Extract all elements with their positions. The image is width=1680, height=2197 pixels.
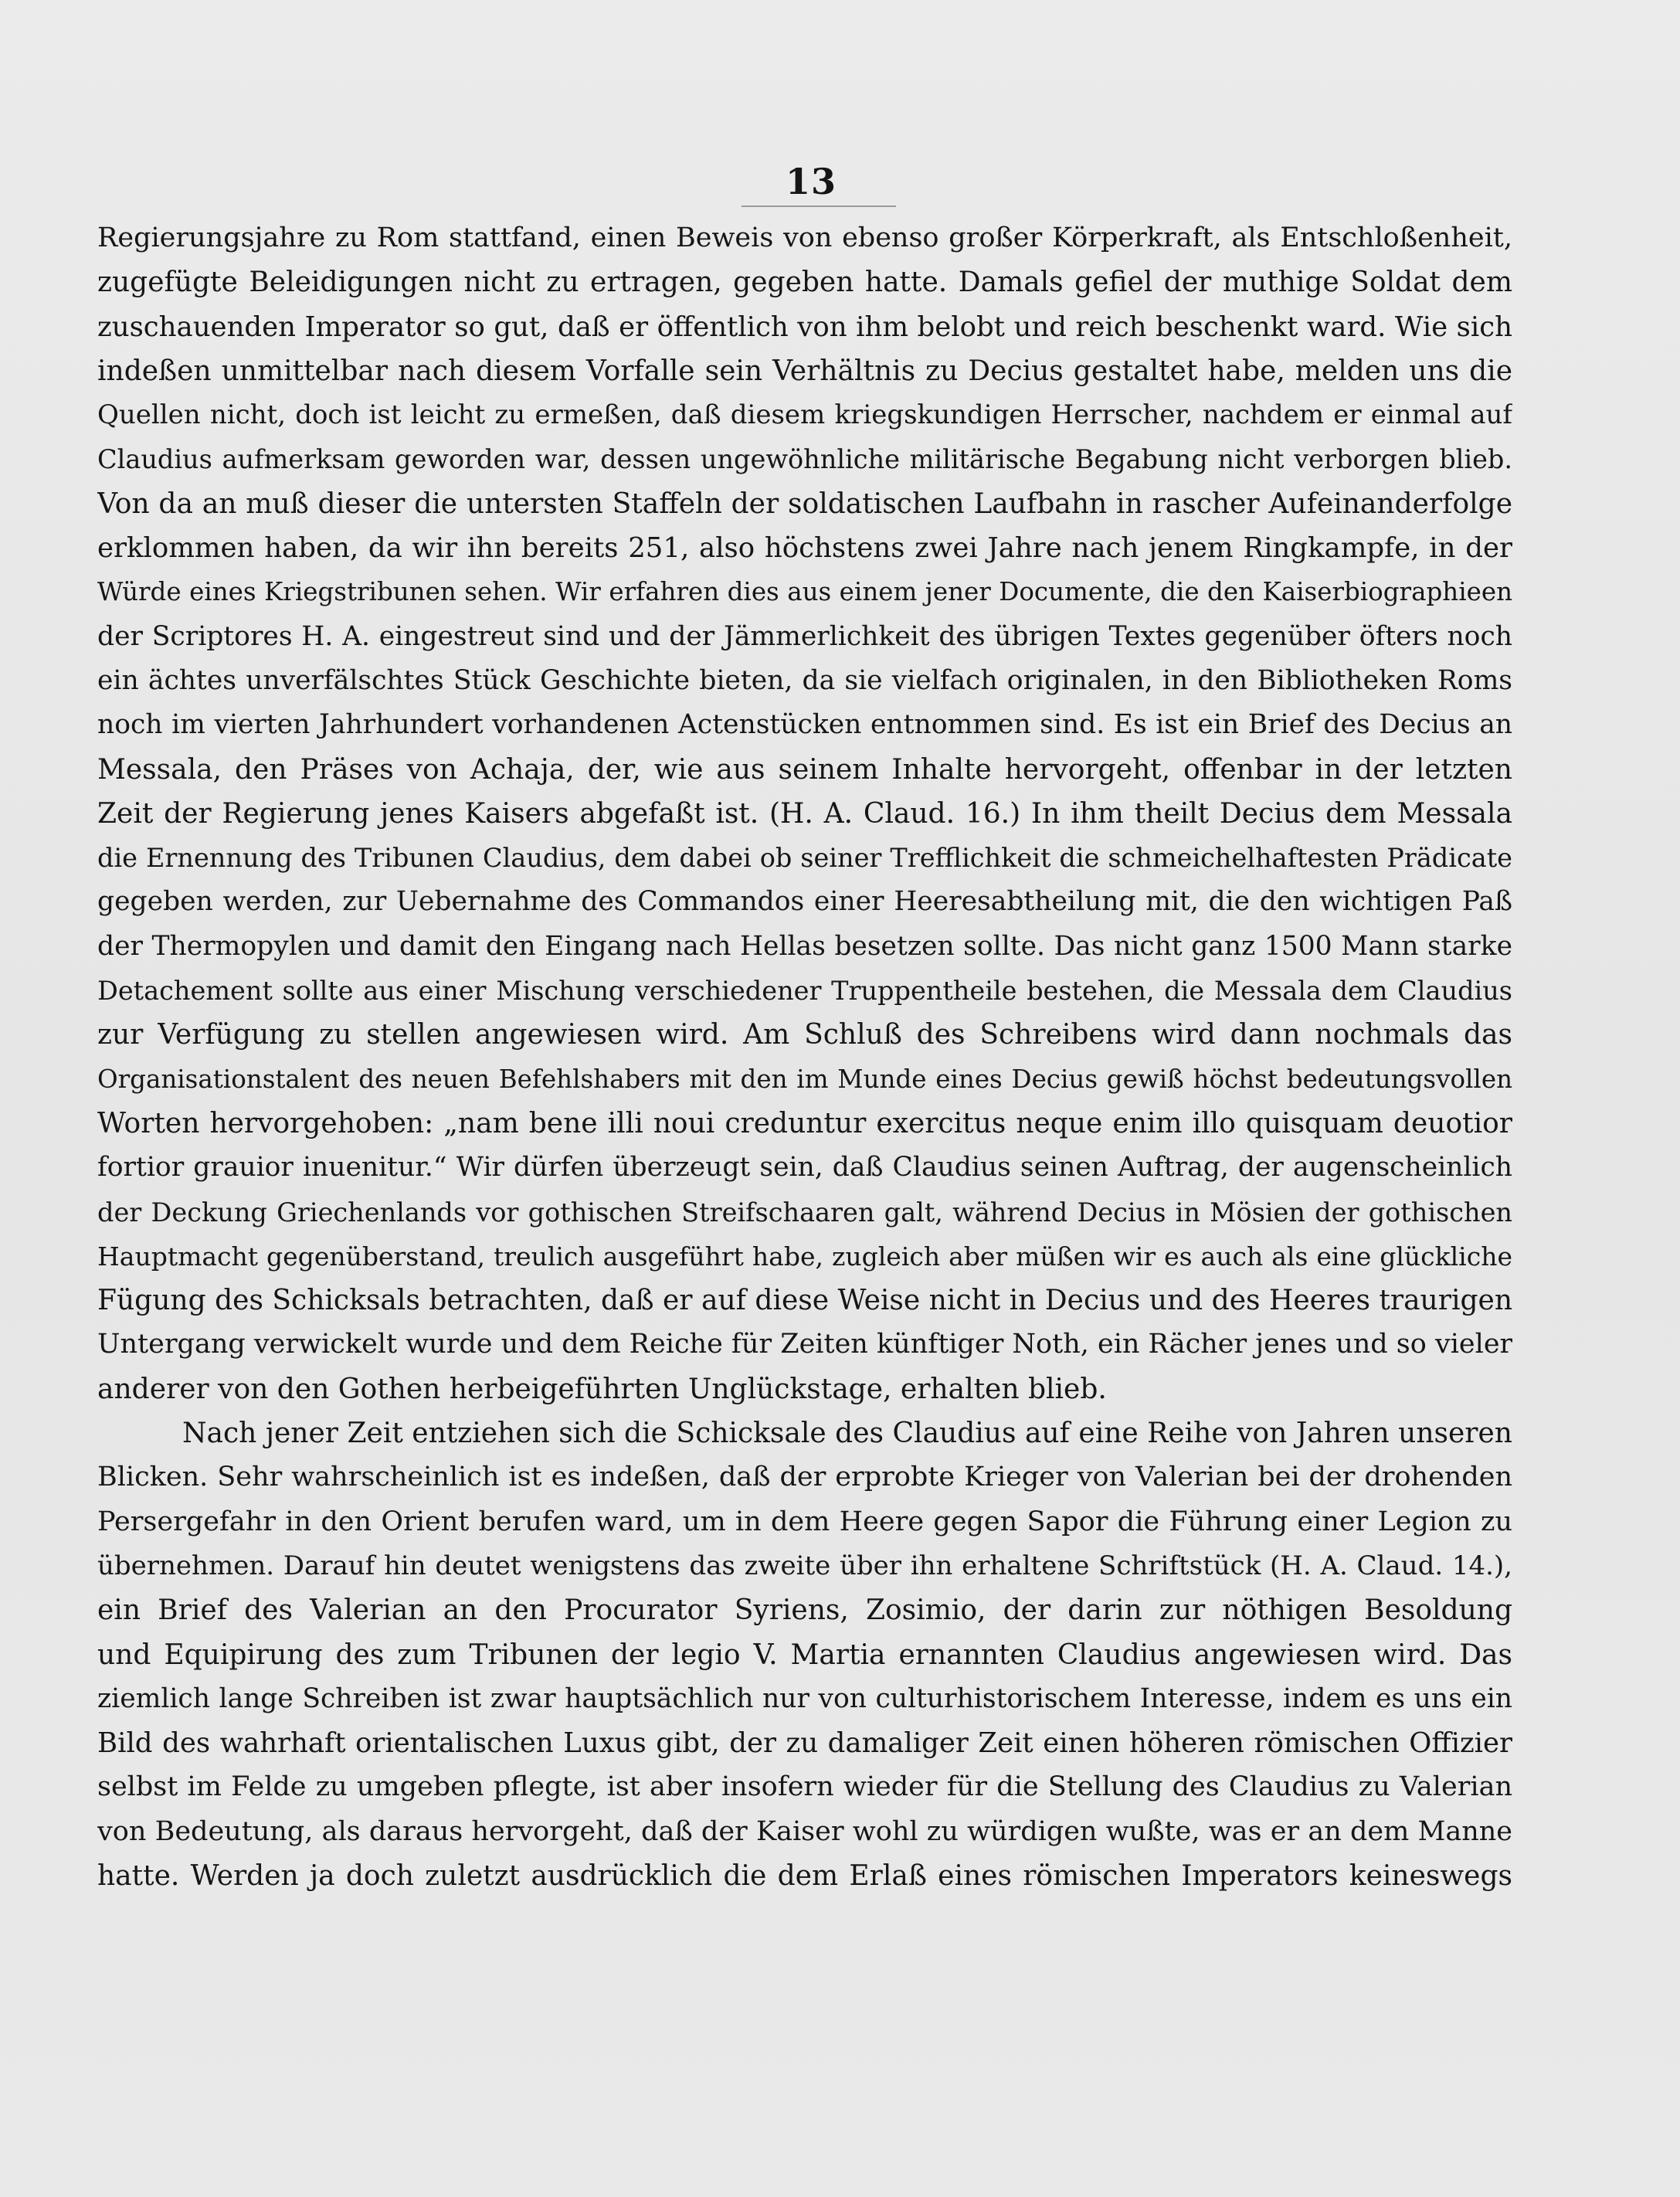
- text-line: und Equipirung des zum Tribunen der legio V. Martia ernannten Claudius angewiesen wird. Das: [97, 1638, 1512, 1671]
- text-line: übernehmen. Darauf hin deutet wenigstens das zweite über ihn erhaltene Schriftstück (H. A. Claud. 14.),: [97, 1550, 1512, 1581]
- text-line: erklommen haben, da wir ihn bereits 251, also höchstens zwei Jahre nach jenem Ringkampfe, in der: [97, 532, 1512, 565]
- text-line: Organisationstalent des neuen Befehlshabers mit den im Munde eines Decius gewiß höchst bedeutungsvollen: [97, 1064, 1512, 1094]
- text-line: Fügung des Schicksals betrachten, daß er auf diese Weise nicht in Decius und des Heeres traurigen: [97, 1285, 1512, 1317]
- text-line: ein Brief des Valerian an den Procurator Syriens, Zosimio, der darin zur nöthigen Besoldung: [97, 1594, 1512, 1627]
- text-line: hatte. Werden ja doch zuletzt ausdrücklich die dem Erlaß eines römischen Imperators keineswegs: [97, 1859, 1512, 1892]
- text-line: der Deckung Griechenlands vor gothischen Streifschaaren galt, während Decius in Mösien der gothischen: [97, 1197, 1512, 1228]
- text-line: Hauptmacht gegenüberstand, treulich ausgeführt habe, zugleich aber müßen wir es auch als eine glückliche: [97, 1241, 1512, 1272]
- text-line: der Scriptores H. A. eingestreut sind und der Jämmerlichkeit des übrigen Textes gegenüber öfters noch: [97, 620, 1512, 652]
- text-line: fortior grauior inuenitur.“ Wir dürfen überzeugt sein, daß Claudius seinen Auftrag, der augenscheinlich: [97, 1152, 1512, 1183]
- text-line: ziemlich lange Schreiben ist zwar hauptsächlich nur von culturhistorischem Interesse, indem es uns ein: [97, 1683, 1512, 1714]
- text-line: der Thermopylen und damit den Eingang nach Hellas besetzen sollte. Das nicht ganz 1500 Mann starke: [97, 930, 1512, 962]
- text-line: gegeben werden, zur Uebernahme des Commandos einer Heeresabtheilung mit, die den wichtigen Paß: [97, 886, 1512, 918]
- text-line: Von da an muß dieser die untersten Staffeln der soldatischen Laufbahn in rascher Aufeinanderfolge: [97, 487, 1512, 520]
- paragraph-start-line: Nach jener Zeit entziehen sich die Schicksale des Claudius auf eine Reihe von Jahren unseren: [182, 1418, 1512, 1450]
- text-line: die Ernennung des Tribunen Claudius, dem dabei ob seiner Trefflichkeit die schmeichelhaftesten Prädicate: [97, 843, 1512, 874]
- text-line: selbst im Felde zu umgeben pflegte, ist aber insofern wieder für die Stellung des Claudius zu Valerian: [97, 1771, 1512, 1803]
- text-line: indeßen unmittelbar nach diesem Vorfalle sein Verhältnis zu Decius gestaltet habe, melden uns die: [97, 355, 1512, 387]
- text-line: Bild des wahrhaft orientalischen Luxus gibt, der zu damaliger Zeit einen höheren römischen Offizier: [97, 1727, 1512, 1760]
- text-line: Quellen nicht, doch ist leicht zu ermeßen, daß diesem kriegskundigen Herrscher, nachdem er einmal auf: [97, 399, 1512, 431]
- header-rule: [742, 205, 896, 207]
- text-line: noch im vierten Jahrhundert vorhandenen Actenstücken entnommen sind. Es ist ein Brief des Decius an: [97, 709, 1512, 741]
- text-line: Würde eines Kriegstribunen sehen. Wir erfahren dies aus einem jener Documente, die den Kaiserbiographieen: [97, 577, 1512, 607]
- text-line: Worten hervorgehoben: „nam bene illi noui creduntur exercitus neque enim illo quisquam deuotior: [97, 1107, 1512, 1139]
- paragraph-end-line: anderer von den Gothen herbeigeführten Unglückstage, erhalten blieb.: [97, 1373, 1107, 1405]
- text-line: Messala, den Präses von Achaja, der, wie aus seinem Inhalte hervorgeht, offenbar in der letzten: [97, 753, 1512, 786]
- text-line: Untergang verwickelt wurde und dem Reiche für Zeiten künftiger Noth, ein Rächer jenes und so vieler: [97, 1329, 1512, 1360]
- text-line: Zeit der Regierung jenes Kaisers abgefaßt ist. (H. A. Claud. 16.) In ihm theilt Decius dem Messala: [97, 797, 1512, 830]
- text-line: zur Verfügung zu stellen angewiesen wird. Am Schluß des Schreibens wird dann nochmals das: [97, 1019, 1512, 1051]
- text-line: von Bedeutung, als daraus hervorgeht, daß der Kaiser wohl zu würdigen wußte, was er an dem Manne: [97, 1815, 1512, 1847]
- body-text: [97, 216, 1512, 1898]
- text-line: Claudius aufmerksam geworden war, dessen ungewöhnliche militärische Begabung nicht verborgen blieb.: [97, 444, 1512, 475]
- text-line: ein ächtes unverfälschtes Stück Geschichte bieten, da sie vielfach originalen, in den Bibliotheken Roms: [97, 664, 1512, 696]
- text-line: Regierungsjahre zu Rom stattfand, einen Beweis von ebenso großer Körperkraft, als Entschloßenheit,: [97, 222, 1512, 253]
- text-line: Blicken. Sehr wahrscheinlich ist es indeßen, daß der erprobte Krieger von Valerian bei der drohenden: [97, 1462, 1512, 1493]
- text-line: zuschauenden Imperator so gut, daß er öffentlich von ihm belobt und reich beschenkt ward. Wie sich: [97, 311, 1512, 343]
- page-number: 13: [785, 161, 837, 202]
- text-line: Detachement sollte aus einer Mischung verschiedener Truppentheile bestehen, die Messala dem Claudius: [97, 976, 1512, 1007]
- text-line: zugefügte Beleidigungen nicht zu ertragen, gegeben hatte. Damals gefiel der muthige Soldat dem: [97, 267, 1512, 299]
- text-line: Persergefahr in den Orient berufen ward, um in dem Heere gegen Sapor die Führung einer Legion zu: [97, 1506, 1512, 1537]
